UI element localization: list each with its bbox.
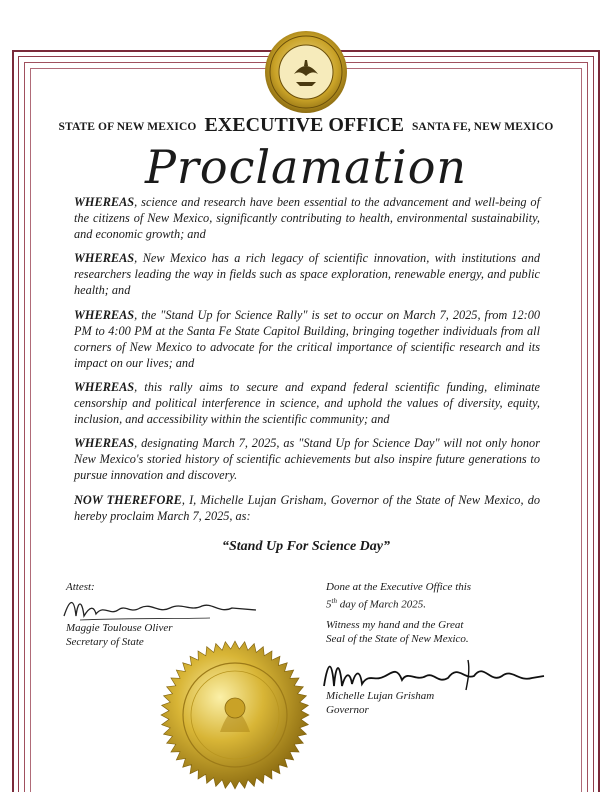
witness-block bbox=[326, 618, 469, 646]
paragraph-lead: WHEREAS bbox=[74, 436, 135, 451]
done-line-2 bbox=[326, 594, 471, 612]
paragraph-4 bbox=[74, 379, 540, 427]
letterhead bbox=[0, 114, 612, 137]
secretary-block bbox=[66, 621, 173, 649]
paragraph-text: , science and research have been essential to the advancement and well-being of the citizens of New Mexico, significantly contributing to health, environmental sustainability, and economic growth; and bbox=[74, 195, 540, 242]
state-seal-icon bbox=[264, 30, 348, 114]
paragraph-5 bbox=[74, 435, 540, 483]
proclamation-body bbox=[74, 194, 540, 532]
proclaimed-day: “Stand Up For Science Day” bbox=[222, 539, 390, 554]
witness-line-1: Witness my hand and the Great bbox=[326, 619, 464, 631]
done-rest: day of March 2025. bbox=[336, 598, 427, 611]
paragraph-text: , New Mexico has a rich legacy of scientific innovation, with institutions and researchers leading the way in fields such as space exploration, renewable energy, and public health; and bbox=[74, 251, 540, 298]
paragraph-lead: WHEREAS bbox=[74, 251, 135, 266]
done-day: 5 bbox=[326, 598, 332, 611]
done-suffix: th bbox=[331, 597, 337, 605]
secretary-name: Maggie Toulouse Oliver bbox=[66, 622, 173, 634]
governor-name: Michelle Lujan Grisham bbox=[326, 690, 435, 702]
paragraph-text: , I, Michelle Lujan Grisham, Governor of the State of New Mexico, do hereby proclaim March 7, 2025, as: bbox=[74, 492, 541, 523]
governor-role: Governor bbox=[326, 704, 369, 716]
header-state: STATE OF NEW MEXICO bbox=[58, 121, 197, 133]
paragraph-lead: WHEREAS bbox=[74, 195, 135, 209]
secretary-role: Secretary of State bbox=[66, 636, 144, 648]
paragraph-2 bbox=[74, 250, 540, 298]
paragraph-lead: WHEREAS bbox=[74, 379, 135, 394]
paragraph-lead: NOW THEREFORE bbox=[74, 492, 182, 507]
paragraph-6 bbox=[74, 492, 540, 524]
witness-line-2: Seal of the State of New Mexico. bbox=[326, 633, 469, 645]
header-office: EXECUTIVE OFFICE bbox=[204, 114, 404, 136]
paragraph-1 bbox=[74, 194, 540, 242]
done-line-1: Done at the Executive Office this bbox=[326, 581, 472, 593]
attest-label: Attest: bbox=[66, 581, 95, 593]
secretary-signature bbox=[60, 592, 260, 624]
done-block bbox=[326, 580, 471, 612]
page-title: Proclamation bbox=[144, 140, 468, 194]
paragraph-lead: WHEREAS bbox=[74, 307, 135, 322]
governor-block bbox=[326, 689, 434, 717]
paragraph-3 bbox=[74, 307, 540, 371]
paragraph-text: , the "Stand Up for Science Rally" is set to occur on March 7, 2025, from 12:00 PM to 4:00 PM at the Santa Fe State Capitol Building, bringing together individuals from all corners of New Mexico to advocate for the critical importance of scientific research and its impact on our lives; and bbox=[74, 307, 540, 370]
paragraph-text: , this rally aims to secure and expand federal scientific funding, eliminate censorship and political interference in science, and uphold the values of diversity, equity, inclusion, and accessibility within the scientific community; and bbox=[74, 379, 540, 427]
header-city: SANTA FE, NEW MEXICO bbox=[411, 121, 554, 133]
paragraph-text: , designating March 7, 2025, as "Stand Up for Science Day" will not only honor New Mexico's storied history of scientific achievements but also inspire future generations to pursue innovation and discovery. bbox=[74, 436, 540, 483]
gold-foil-seal-icon bbox=[160, 640, 310, 790]
